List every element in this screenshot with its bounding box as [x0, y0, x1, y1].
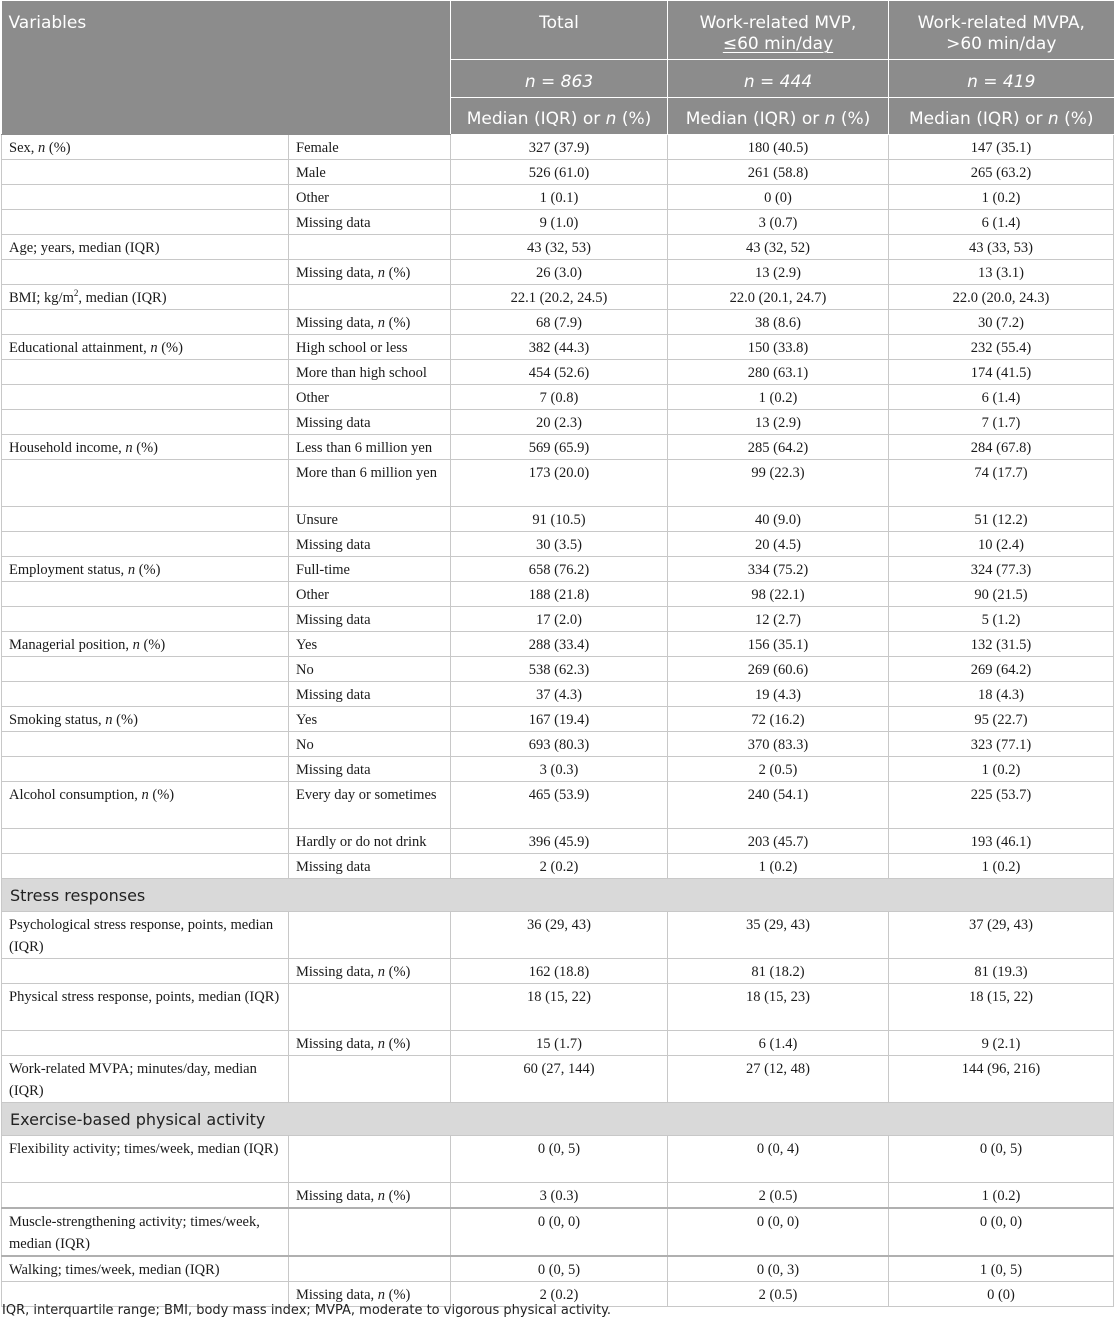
high-mvpa-value: 1 (0.2) [889, 184, 1114, 209]
table-row [2, 1055, 1114, 1102]
high-mvpa-value: 193 (46.1) [889, 828, 1114, 853]
category-label: Hardly or do not drink [289, 828, 451, 853]
table-row [2, 506, 1114, 531]
low-mvpa-value: 2 (0.5) [668, 1182, 889, 1208]
low-mvpa-value: 72 (16.2) [668, 706, 889, 731]
variable-label: Household income, n (%) [2, 434, 289, 459]
table-row [2, 159, 1114, 184]
low-mvpa-value: 13 (2.9) [668, 259, 889, 284]
high-mvpa-value: 174 (41.5) [889, 359, 1114, 384]
high-mvpa-value: 0 (0) [889, 1281, 1114, 1306]
category-label [289, 983, 451, 1030]
table-row [2, 1256, 1114, 1282]
category-label: Missing data [289, 681, 451, 706]
variable-label [2, 756, 289, 781]
variable-label: Flexibility activity; times/week, median (IQR) [2, 1135, 289, 1182]
header-high-title-line1: Work-related MVPA, [917, 13, 1085, 33]
low-mvpa-value: 19 (4.3) [668, 681, 889, 706]
total-value: 288 (33.4) [451, 631, 668, 656]
total-value: 454 (52.6) [451, 359, 668, 384]
low-mvpa-value: 38 (8.6) [668, 309, 889, 334]
category-label: More than 6 million yen [289, 459, 451, 506]
header-total-stat: Median (IQR) or n (%) [451, 97, 668, 134]
low-mvpa-value: 1 (0.2) [668, 853, 889, 878]
table-row [2, 581, 1114, 606]
table-row [2, 656, 1114, 681]
high-mvpa-value: 6 (1.4) [889, 209, 1114, 234]
total-value: 465 (53.9) [451, 781, 668, 828]
high-mvpa-value: 0 (0, 5) [889, 1135, 1114, 1182]
variable-label: Work-related MVPA; minutes/day, median (IQR) [2, 1055, 289, 1102]
table-row [2, 631, 1114, 656]
category-label: Missing data, n (%) [289, 1030, 451, 1055]
total-value: 173 (20.0) [451, 459, 668, 506]
high-mvpa-value: 147 (35.1) [889, 134, 1114, 159]
table-footnote: IQR, interquartile range; BMI, body mass index; MVPA, moderate to vigorous physical activity. [2, 1303, 612, 1318]
low-mvpa-value: 27 (12, 48) [668, 1055, 889, 1102]
high-mvpa-value: 323 (77.1) [889, 731, 1114, 756]
category-label: Male [289, 159, 451, 184]
variable-label: Psychological stress response, points, median (IQR) [2, 911, 289, 958]
table-row [2, 1208, 1114, 1256]
high-mvpa-value: 22.0 (20.0, 24.3) [889, 284, 1114, 309]
table-body [2, 134, 1114, 1306]
low-mvpa-value: 180 (40.5) [668, 134, 889, 159]
header-low-title-line2: ≤60 min/day [722, 34, 834, 54]
total-value: 569 (65.9) [451, 434, 668, 459]
variable-label [2, 656, 289, 681]
category-label [289, 1135, 451, 1182]
category-label: Missing data, n (%) [289, 1182, 451, 1208]
table-row [2, 384, 1114, 409]
table-row [2, 531, 1114, 556]
high-mvpa-value: 144 (96, 216) [889, 1055, 1114, 1102]
table-row [2, 334, 1114, 359]
variable-label [2, 184, 289, 209]
table-row [2, 259, 1114, 284]
low-mvpa-value: 43 (32, 52) [668, 234, 889, 259]
category-label: Missing data, n (%) [289, 958, 451, 983]
high-mvpa-value: 269 (64.2) [889, 656, 1114, 681]
variable-label [2, 384, 289, 409]
variable-label: Age; years, median (IQR) [2, 234, 289, 259]
low-mvpa-value: 0 (0) [668, 184, 889, 209]
high-mvpa-value: 30 (7.2) [889, 309, 1114, 334]
high-mvpa-value: 81 (19.3) [889, 958, 1114, 983]
high-mvpa-value: 18 (4.3) [889, 681, 1114, 706]
low-mvpa-value: 1 (0.2) [668, 384, 889, 409]
table-row [2, 409, 1114, 434]
header-high-n-text: n = 419 [967, 71, 1036, 92]
variable-label [2, 681, 289, 706]
category-label [289, 1055, 451, 1102]
category-label: Missing data, n (%) [289, 259, 451, 284]
table-row [2, 853, 1114, 878]
category-label: Yes [289, 631, 451, 656]
total-value: 3 (0.3) [451, 1182, 668, 1208]
high-mvpa-value: 265 (63.2) [889, 159, 1114, 184]
low-mvpa-value: 0 (0, 4) [668, 1135, 889, 1182]
header-total-n-text: n = 863 [524, 71, 594, 92]
category-label: Missing data [289, 756, 451, 781]
header-low-title [668, 1, 889, 59]
table-row [2, 1135, 1114, 1182]
total-value: 693 (80.3) [451, 731, 668, 756]
high-mvpa-value: 9 (2.1) [889, 1030, 1114, 1055]
category-label: Missing data [289, 209, 451, 234]
low-mvpa-value: 2 (0.5) [668, 1281, 889, 1306]
total-value: 382 (44.3) [451, 334, 668, 359]
variable-label: Physical stress response, points, median (IQR) [2, 983, 289, 1030]
category-label [289, 1256, 451, 1282]
header-high-n [889, 59, 1114, 97]
variable-label: Muscle-strengthening activity; times/week, median (IQR) [2, 1208, 289, 1256]
variable-label [2, 828, 289, 853]
header-total-title-text: Total [539, 13, 579, 33]
header-high-title-line2: >60 min/day [946, 34, 1057, 54]
category-label: Missing data [289, 531, 451, 556]
total-value: 167 (19.4) [451, 706, 668, 731]
variable-label [2, 409, 289, 434]
variable-label [2, 853, 289, 878]
category-label: More than high school [289, 359, 451, 384]
table-row [2, 209, 1114, 234]
low-mvpa-value: 280 (63.1) [668, 359, 889, 384]
table-row [2, 958, 1114, 983]
low-mvpa-value: 81 (18.2) [668, 958, 889, 983]
table-row [2, 756, 1114, 781]
low-mvpa-value: 0 (0, 0) [668, 1208, 889, 1256]
variable-label [2, 506, 289, 531]
total-value: 396 (45.9) [451, 828, 668, 853]
table-row [2, 309, 1114, 334]
total-value: 15 (1.7) [451, 1030, 668, 1055]
high-mvpa-value: 6 (1.4) [889, 384, 1114, 409]
table-row [2, 434, 1114, 459]
low-mvpa-value: 99 (22.3) [668, 459, 889, 506]
total-value: 91 (10.5) [451, 506, 668, 531]
high-mvpa-value: 1 (0.2) [889, 853, 1114, 878]
total-value: 9 (1.0) [451, 209, 668, 234]
low-mvpa-value: 150 (33.8) [668, 334, 889, 359]
total-value: 0 (0, 5) [451, 1135, 668, 1182]
table-row [2, 459, 1114, 506]
variable-label [2, 581, 289, 606]
low-mvpa-value: 22.0 (20.1, 24.7) [668, 284, 889, 309]
variable-label: Alcohol consumption, n (%) [2, 781, 289, 828]
low-mvpa-value: 13 (2.9) [668, 409, 889, 434]
table-row [2, 706, 1114, 731]
total-value: 17 (2.0) [451, 606, 668, 631]
high-mvpa-value: 10 (2.4) [889, 531, 1114, 556]
high-mvpa-value: 1 (0.2) [889, 1182, 1114, 1208]
total-value: 7 (0.8) [451, 384, 668, 409]
header-low-n [668, 59, 889, 97]
low-mvpa-value: 334 (75.2) [668, 556, 889, 581]
low-mvpa-value: 98 (22.1) [668, 581, 889, 606]
low-mvpa-value: 2 (0.5) [668, 756, 889, 781]
variable-label [2, 159, 289, 184]
total-value: 327 (37.9) [451, 134, 668, 159]
total-value: 20 (2.3) [451, 409, 668, 434]
table-wrapper [1, 1, 1113, 1307]
high-mvpa-value: 43 (33, 53) [889, 234, 1114, 259]
variable-label: Sex, n (%) [2, 134, 289, 159]
variable-label [2, 309, 289, 334]
table-row [2, 606, 1114, 631]
category-label: No [289, 731, 451, 756]
table-row [2, 681, 1114, 706]
total-value: 30 (3.5) [451, 531, 668, 556]
header-low-title-line1: Work-related MVP, [699, 13, 857, 33]
category-label [289, 284, 451, 309]
total-value: 2 (0.2) [451, 1281, 668, 1306]
low-mvpa-value: 6 (1.4) [668, 1030, 889, 1055]
category-label: Missing data [289, 853, 451, 878]
low-mvpa-value: 203 (45.7) [668, 828, 889, 853]
category-label: Female [289, 134, 451, 159]
low-mvpa-value: 285 (64.2) [668, 434, 889, 459]
high-mvpa-value: 7 (1.7) [889, 409, 1114, 434]
high-mvpa-value: 95 (22.7) [889, 706, 1114, 731]
variable-label: Managerial position, n (%) [2, 631, 289, 656]
table-row [2, 184, 1114, 209]
variable-label [2, 1182, 289, 1208]
total-value: 526 (61.0) [451, 159, 668, 184]
header-high-title [889, 1, 1114, 59]
low-mvpa-value: 20 (4.5) [668, 531, 889, 556]
high-mvpa-value: 225 (53.7) [889, 781, 1114, 828]
section-row [2, 1102, 1114, 1135]
low-mvpa-value: 156 (35.1) [668, 631, 889, 656]
category-label: Every day or sometimes [289, 781, 451, 828]
total-value: 3 (0.3) [451, 756, 668, 781]
variable-label [2, 459, 289, 506]
category-label: Other [289, 384, 451, 409]
category-label [289, 234, 451, 259]
high-mvpa-value: 74 (17.7) [889, 459, 1114, 506]
category-label [289, 1208, 451, 1256]
section-heading: Exercise-based physical activity [2, 1102, 1114, 1135]
total-value: 26 (3.0) [451, 259, 668, 284]
table-row [2, 556, 1114, 581]
variable-label [2, 531, 289, 556]
total-value: 2 (0.2) [451, 853, 668, 878]
total-value: 37 (4.3) [451, 681, 668, 706]
section-row [2, 878, 1114, 911]
high-mvpa-value: 132 (31.5) [889, 631, 1114, 656]
table-row [2, 234, 1114, 259]
category-label: Missing data [289, 409, 451, 434]
table-row [2, 911, 1114, 958]
total-value: 22.1 (20.2, 24.5) [451, 284, 668, 309]
variable-label [2, 606, 289, 631]
variable-label: Smoking status, n (%) [2, 706, 289, 731]
total-value: 188 (21.8) [451, 581, 668, 606]
header-total-title [451, 1, 668, 59]
table-row [2, 134, 1114, 159]
header-total-n [451, 59, 668, 97]
high-mvpa-value: 324 (77.3) [889, 556, 1114, 581]
low-mvpa-value: 0 (0, 3) [668, 1256, 889, 1282]
table-row [2, 983, 1114, 1030]
table-row [2, 359, 1114, 384]
variable-label: Employment status, n (%) [2, 556, 289, 581]
category-label [289, 911, 451, 958]
table-header [2, 1, 1114, 134]
total-value: 0 (0, 5) [451, 1256, 668, 1282]
table-row [2, 1182, 1114, 1208]
category-label: Unsure [289, 506, 451, 531]
high-mvpa-value: 232 (55.4) [889, 334, 1114, 359]
total-value: 1 (0.1) [451, 184, 668, 209]
high-mvpa-value: 18 (15, 22) [889, 983, 1114, 1030]
baseline-characteristics-table [1, 1, 1114, 1307]
header-low-stat: Median (IQR) or n (%) [668, 97, 889, 134]
category-label: Other [289, 581, 451, 606]
variable-label [2, 359, 289, 384]
high-mvpa-value: 51 (12.2) [889, 506, 1114, 531]
high-mvpa-value: 1 (0, 5) [889, 1256, 1114, 1282]
total-value: 162 (18.8) [451, 958, 668, 983]
low-mvpa-value: 261 (58.8) [668, 159, 889, 184]
variable-label: Walking; times/week, median (IQR) [2, 1256, 289, 1282]
variable-label [2, 958, 289, 983]
high-mvpa-value: 0 (0, 0) [889, 1208, 1114, 1256]
section-heading: Stress responses [2, 878, 1114, 911]
variable-label [2, 731, 289, 756]
category-label: Full-time [289, 556, 451, 581]
header-variables: Variables [2, 1, 451, 134]
high-mvpa-value: 90 (21.5) [889, 581, 1114, 606]
table-row [2, 731, 1114, 756]
total-value: 0 (0, 0) [451, 1208, 668, 1256]
total-value: 68 (7.9) [451, 309, 668, 334]
category-label: Missing data, n (%) [289, 309, 451, 334]
table-row [2, 781, 1114, 828]
variable-label [2, 1030, 289, 1055]
table-row [2, 828, 1114, 853]
total-value: 36 (29, 43) [451, 911, 668, 958]
table-row [2, 284, 1114, 309]
category-label: Yes [289, 706, 451, 731]
low-mvpa-value: 240 (54.1) [668, 781, 889, 828]
header-high-stat: Median (IQR) or n (%) [889, 97, 1114, 134]
total-value: 60 (27, 144) [451, 1055, 668, 1102]
variable-label [2, 209, 289, 234]
variable-label [2, 259, 289, 284]
high-mvpa-value: 37 (29, 43) [889, 911, 1114, 958]
header-low-n-text: n = 444 [743, 71, 813, 92]
total-value: 43 (32, 53) [451, 234, 668, 259]
category-label: Less than 6 million yen [289, 434, 451, 459]
low-mvpa-value: 269 (60.6) [668, 656, 889, 681]
low-mvpa-value: 12 (2.7) [668, 606, 889, 631]
category-label: High school or less [289, 334, 451, 359]
low-mvpa-value: 35 (29, 43) [668, 911, 889, 958]
category-label: Missing data, n (%) [289, 1281, 451, 1306]
high-mvpa-value: 284 (67.8) [889, 434, 1114, 459]
category-label: Other [289, 184, 451, 209]
table-row [2, 1030, 1114, 1055]
low-mvpa-value: 370 (83.3) [668, 731, 889, 756]
high-mvpa-value: 13 (3.1) [889, 259, 1114, 284]
high-mvpa-value: 1 (0.2) [889, 756, 1114, 781]
variable-label: BMI; $kg/m^2$, median (IQR) [2, 284, 289, 309]
category-label: Missing data [289, 606, 451, 631]
total-value: 658 (76.2) [451, 556, 668, 581]
variable-label: Educational attainment, n (%) [2, 334, 289, 359]
total-value: 18 (15, 22) [451, 983, 668, 1030]
total-value: 538 (62.3) [451, 656, 668, 681]
high-mvpa-value: 5 (1.2) [889, 606, 1114, 631]
low-mvpa-value: 18 (15, 23) [668, 983, 889, 1030]
low-mvpa-value: 3 (0.7) [668, 209, 889, 234]
low-mvpa-value: 40 (9.0) [668, 506, 889, 531]
category-label: No [289, 656, 451, 681]
